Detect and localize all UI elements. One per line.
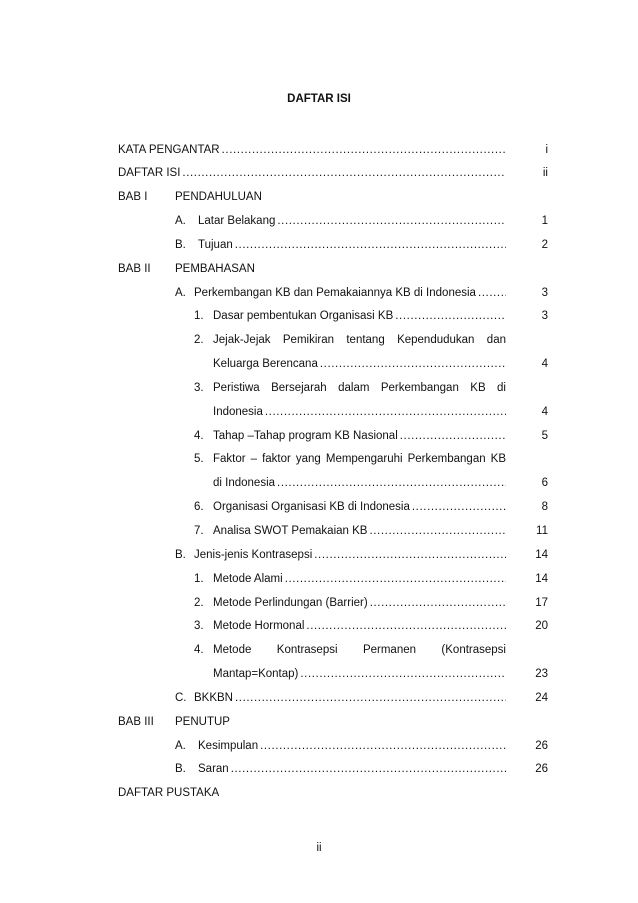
toc-entry-text: Jenis-jenis Kontrasepsi: [194, 549, 313, 561]
toc-row-bab-2-a-3: [118, 379, 548, 397]
toc-entry-text: Metode Kontrasepsi Permanen (Kontrasepsi: [213, 644, 506, 656]
toc-page-number: 14: [535, 573, 548, 585]
section-number: C.: [175, 692, 187, 704]
toc-row-daftar-isi: [118, 164, 548, 182]
toc-leader: [300, 665, 506, 683]
toc-leader: [222, 141, 506, 159]
toc-leader: [260, 737, 506, 755]
toc-row-daftar-pustaka: [118, 784, 548, 802]
toc-page-number: 3: [541, 287, 548, 299]
toc-entry-text: Metode Hormonal: [213, 620, 305, 632]
toc-leader: [265, 403, 506, 421]
toc-row-bab-2-a-6: [118, 498, 548, 516]
toc-row-bab-1: [118, 188, 548, 206]
toc-entry-text: Peristiwa Bersejarah dalam Perkembangan KB di: [213, 382, 506, 394]
toc-page-number: ii: [542, 167, 548, 179]
toc-entry-text: Tahap –Tahap program KB Nasional: [213, 430, 398, 442]
toc-page-number: 26: [535, 740, 548, 752]
toc-leader: [412, 498, 506, 516]
toc-row-bab-2-a: [118, 284, 548, 302]
toc-entry-text: Jejak-Jejak Pemikiran tentang Kependudukan dan: [213, 334, 506, 346]
item-number: 2.: [194, 597, 204, 609]
toc-entry-text: Latar Belakang: [198, 215, 276, 227]
toc-leader: [395, 307, 506, 325]
toc-row-bab-2-a-4: [118, 427, 548, 445]
chapter-label: BAB II: [118, 263, 151, 275]
toc-page-number: 5: [541, 430, 548, 442]
section-number: B.: [175, 763, 186, 775]
toc-entry-text: Metode Alami: [213, 573, 283, 585]
toc-page-number: 20: [535, 620, 548, 632]
toc-leader: [369, 522, 506, 540]
toc-entry-text: Metode Perlindungan (Barrier): [213, 597, 368, 609]
toc-entry-text: Indonesia: [213, 406, 263, 418]
toc-row-bab-2-a-3-cont: [118, 403, 548, 421]
chapter-title: PENDAHULUAN: [175, 191, 262, 203]
toc-row-bab-2-a-2-cont: [118, 355, 548, 373]
toc-page-number: 17: [535, 597, 548, 609]
item-number: 3.: [194, 382, 204, 394]
toc-row-kata-pengantar: [118, 141, 548, 159]
item-number: 4.: [194, 430, 204, 442]
toc-leader: [235, 689, 506, 707]
chapter-title: PEMBAHASAN: [175, 263, 255, 275]
item-number: 6.: [194, 501, 204, 513]
toc-row-bab-2-b-4-cont: [118, 665, 548, 683]
toc-leader: [231, 760, 506, 778]
toc-entry-text: Saran: [198, 763, 229, 775]
toc-entry-text: Tujuan: [198, 239, 233, 251]
toc-leader: [320, 355, 506, 373]
toc-page-number: 1: [541, 215, 548, 227]
toc-entry-text: Analisa SWOT Pemakaian KB: [213, 525, 368, 537]
item-number: 4.: [194, 644, 204, 656]
toc-leader: [314, 546, 506, 564]
toc-page-number: 6: [541, 477, 548, 489]
toc-page-number: 4: [541, 358, 548, 370]
toc-row-bab-1-a: [118, 212, 548, 230]
toc-leader: [306, 617, 506, 635]
toc-row-bab-2-a-7: [118, 522, 548, 540]
section-number: A.: [175, 740, 186, 752]
toc-row-bab-2-a-2: [118, 331, 548, 349]
section-number: B.: [175, 549, 186, 561]
toc-row-bab-2-b: [118, 546, 548, 564]
item-number: 2.: [194, 334, 204, 346]
toc-page-number: 2: [541, 239, 548, 251]
toc-entry-text: Kesimpulan: [198, 740, 259, 752]
item-number: 1.: [194, 573, 204, 585]
toc-page-number: 8: [541, 501, 548, 513]
toc-row-bab-2-b-3: [118, 617, 548, 635]
toc-leader: [235, 236, 506, 254]
section-number: B.: [175, 239, 186, 251]
toc-row-bab-2: [118, 260, 548, 278]
toc-entry-text: Mantap=Kontap): [213, 668, 299, 680]
toc-entry-text: Keluarga Berencana: [213, 358, 318, 370]
toc-page-number: 23: [535, 668, 548, 680]
page-title: DAFTAR ISI: [287, 93, 351, 105]
toc-entry-text: DAFTAR ISI: [118, 167, 181, 179]
toc-page-number: 4: [541, 406, 548, 418]
toc-row-bab-1-b: [118, 236, 548, 254]
toc-leader: [400, 427, 506, 445]
toc-entry-text: BKKBN: [194, 692, 233, 704]
toc-entry-text: Organisasi Organisasi KB di Indonesia: [213, 501, 410, 513]
item-number: 1.: [194, 310, 204, 322]
toc-entry-text: Dasar pembentukan Organisasi KB: [213, 310, 394, 322]
toc-row-bab-3: [118, 713, 548, 731]
toc-entry-text: KATA PENGANTAR: [118, 144, 220, 156]
chapter-label: BAB I: [118, 191, 148, 203]
toc-row-bab-2-a-1: [118, 307, 548, 325]
toc-leader: [370, 594, 506, 612]
toc-row-bab-2-b-4: [118, 641, 548, 659]
toc-page-number: i: [545, 144, 548, 156]
toc-leader: [285, 570, 506, 588]
toc-row-bab-3-b: [118, 760, 548, 778]
toc-leader: [182, 164, 506, 182]
toc-row-bab-2-b-2: [118, 594, 548, 612]
chapter-title: PENUTUP: [175, 716, 230, 728]
toc-leader: [478, 284, 506, 302]
toc-page-number: 11: [536, 525, 548, 537]
page-number: ii: [316, 842, 322, 854]
toc-entry-text: di Indonesia: [213, 477, 276, 489]
toc-leader: [277, 212, 506, 230]
toc-entry-text: DAFTAR PUSTAKA: [118, 787, 220, 799]
toc-page-number: 3: [541, 310, 548, 322]
toc-row-bab-2-a-5-cont: [118, 474, 548, 492]
toc-entry-text: Perkembangan KB dan Pemakaiannya KB di Indonesia: [194, 287, 476, 299]
item-number: 5.: [194, 453, 204, 465]
toc-row-bab-2-a-5: [118, 450, 548, 468]
toc-entry-text: Faktor – faktor yang Mempengaruhi Perkembangan KB: [213, 453, 506, 465]
toc-row-bab-2-c: [118, 689, 548, 707]
toc-page-number: 26: [535, 763, 548, 775]
toc-row-bab-3-a: [118, 737, 548, 755]
toc-leader: [277, 474, 506, 492]
chapter-label: BAB III: [118, 716, 154, 728]
toc-page-number: 14: [535, 549, 548, 561]
section-number: A.: [175, 215, 186, 227]
section-number: A.: [175, 287, 186, 299]
item-number: 3.: [194, 620, 204, 632]
toc-row-bab-2-b-1: [118, 570, 548, 588]
item-number: 7.: [194, 525, 204, 537]
toc-page-number: 24: [535, 692, 548, 704]
